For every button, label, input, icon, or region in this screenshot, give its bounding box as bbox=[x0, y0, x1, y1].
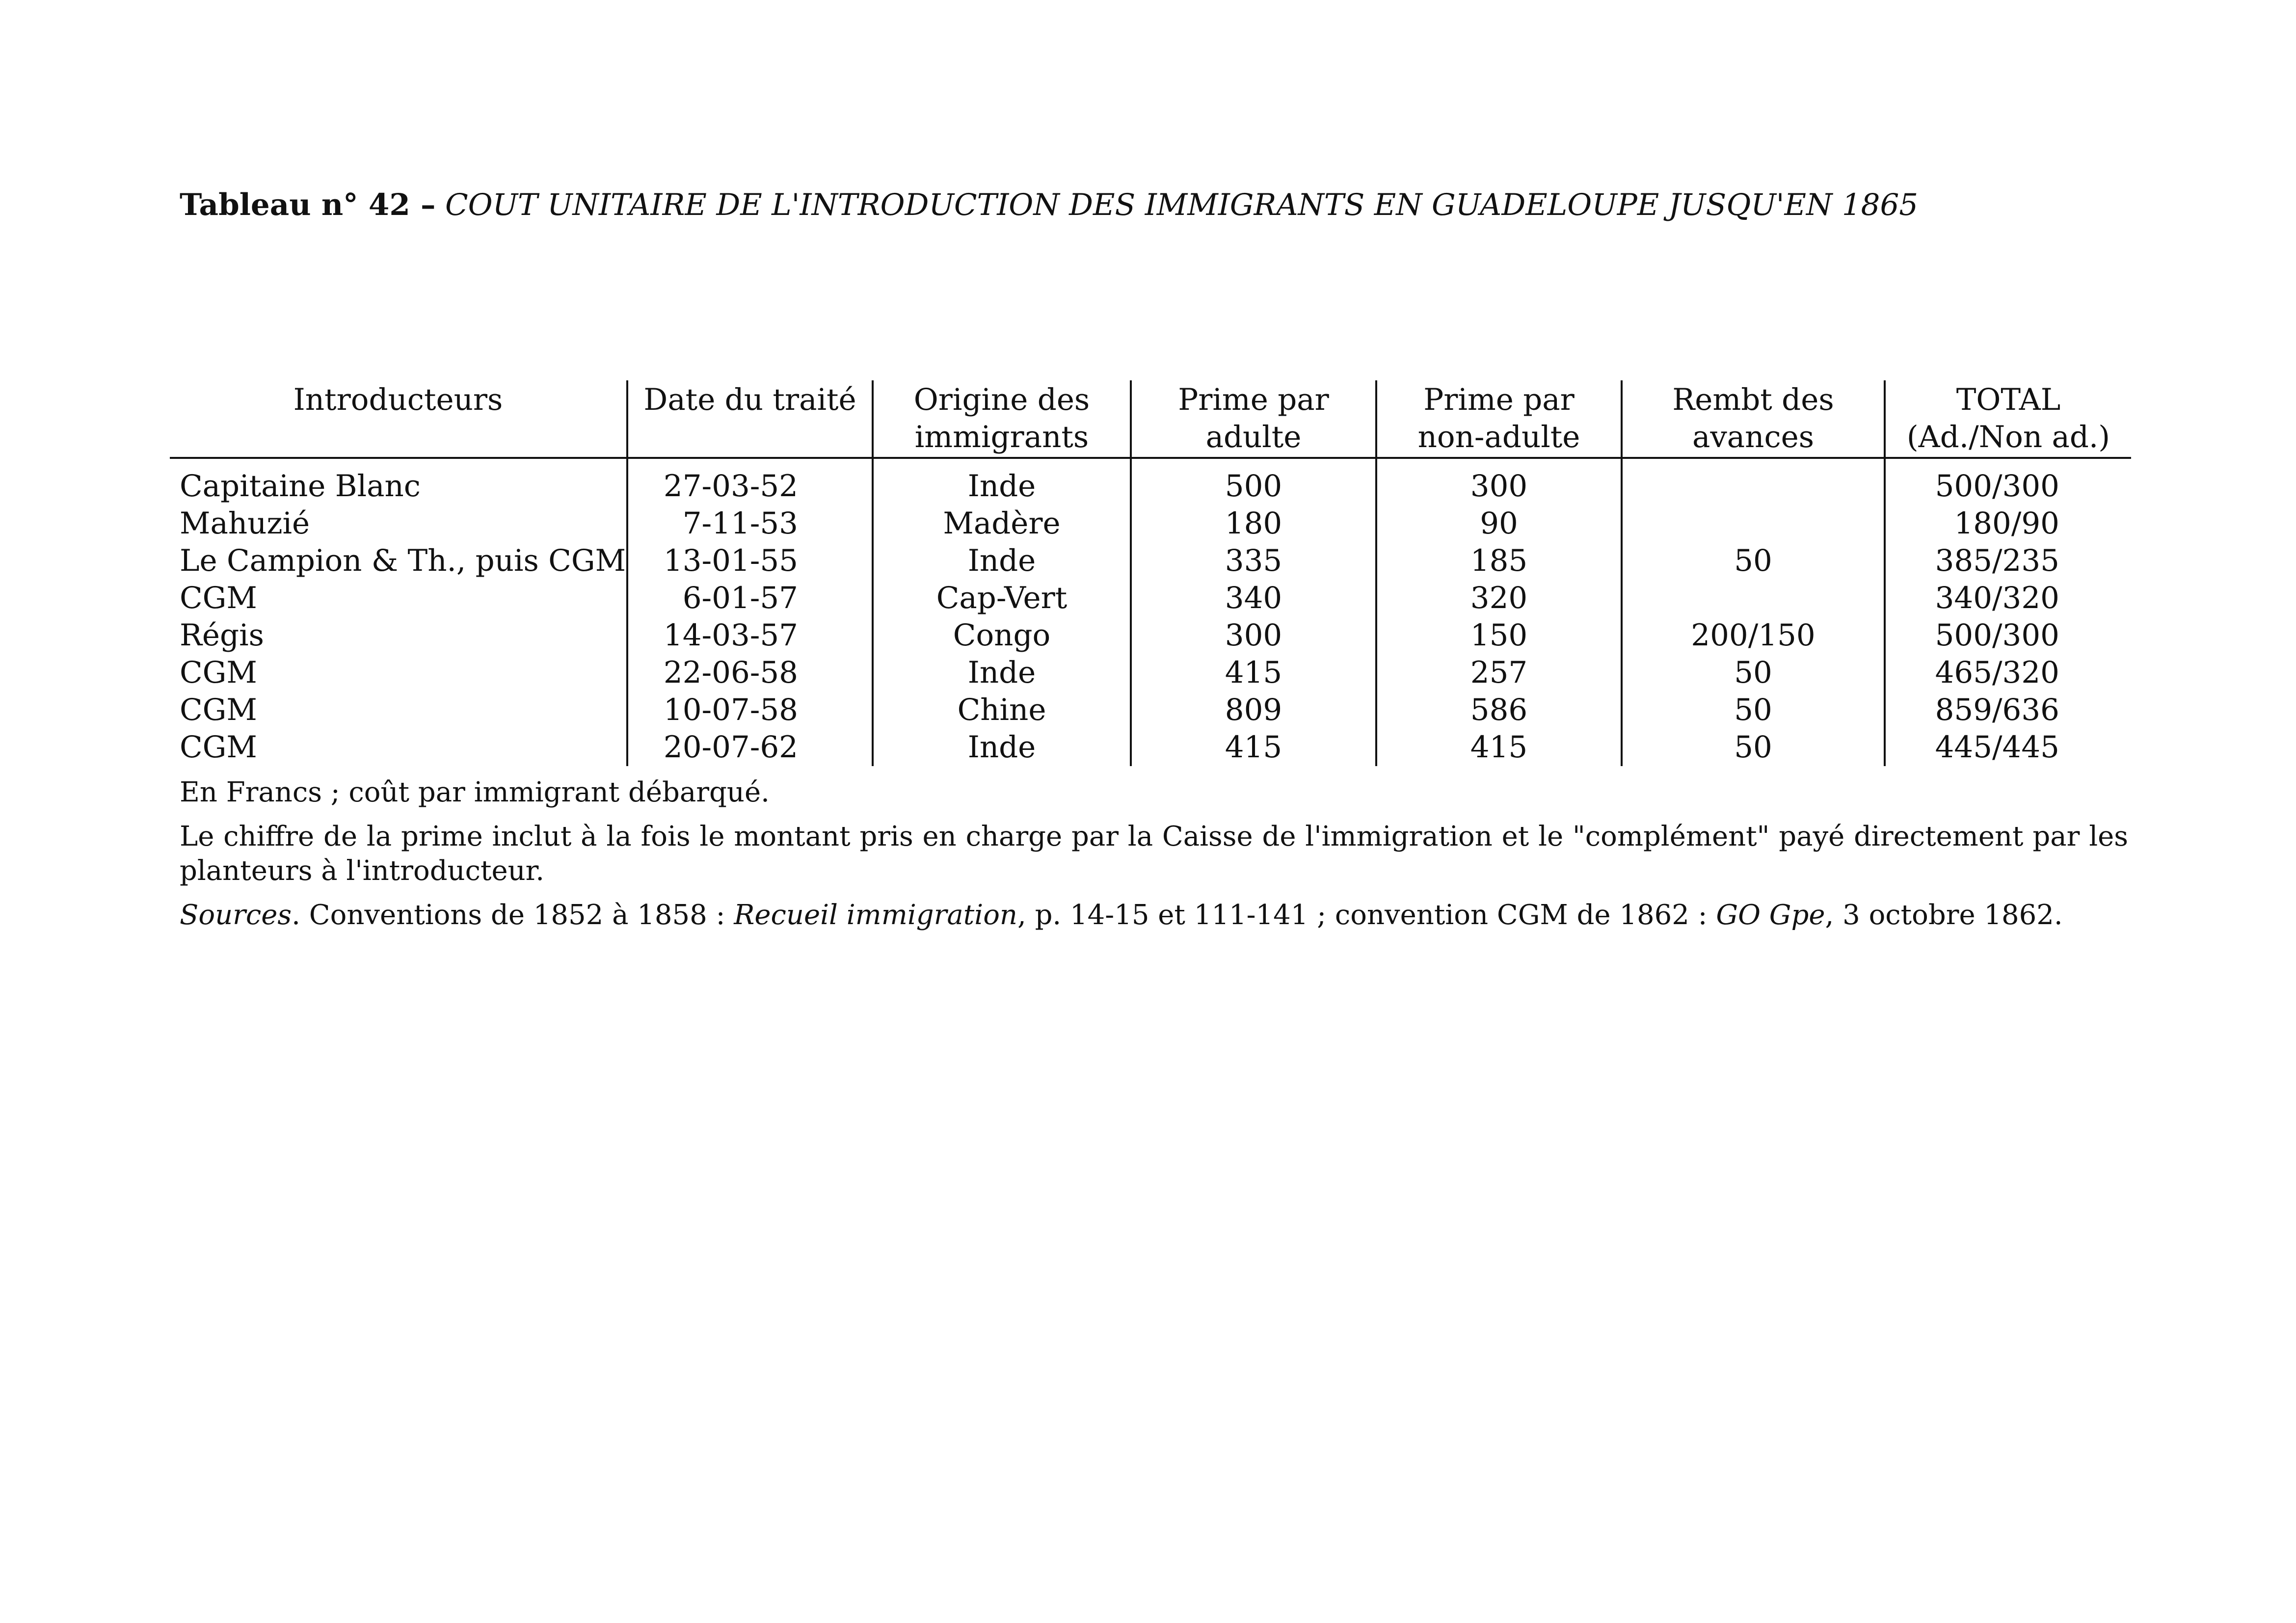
header-introducteurs: Introducteurs bbox=[170, 380, 627, 458]
cell-total: 500/300 bbox=[1935, 469, 2059, 504]
cell-total: 385/235 bbox=[1935, 543, 2059, 578]
cell-total: 180/90 bbox=[1954, 506, 2059, 541]
cell-prime-adulte: 415 bbox=[1131, 729, 1376, 766]
cell-prime-non-adulte: 257 bbox=[1376, 654, 1622, 692]
cell-origine: Madère bbox=[873, 505, 1131, 542]
cell-rembt bbox=[1622, 580, 1885, 617]
cell-rembt: 50 bbox=[1622, 729, 1885, 766]
cell-total: 500/300 bbox=[1935, 618, 2059, 653]
cell-introducteur: CGM bbox=[170, 729, 627, 766]
table-body bbox=[170, 458, 2131, 766]
cell-origine: Inde bbox=[873, 458, 1131, 505]
table-header bbox=[170, 380, 2131, 458]
table-row bbox=[170, 580, 2131, 617]
cell-prime-non-adulte: 185 bbox=[1376, 542, 1622, 580]
cell-prime-adulte: 180 bbox=[1131, 505, 1376, 542]
cell-rembt: 50 bbox=[1622, 692, 1885, 729]
cell-date: 10-07-58 bbox=[627, 692, 873, 729]
header-rembt: Rembt des avances bbox=[1622, 380, 1885, 458]
cell-prime-non-adulte: 150 bbox=[1376, 617, 1622, 654]
table-row bbox=[170, 617, 2131, 654]
header-prime-adulte: Prime par adulte bbox=[1131, 380, 1376, 458]
note-sources bbox=[180, 898, 2128, 932]
cell-date: 27-03-52 bbox=[627, 458, 873, 505]
cell-date: 22-06-58 bbox=[627, 654, 873, 692]
cell-prime-non-adulte: 90 bbox=[1376, 505, 1622, 542]
cell-rembt: 50 bbox=[1622, 542, 1885, 580]
table-notes bbox=[180, 775, 2128, 942]
cell-prime-non-adulte: 586 bbox=[1376, 692, 1622, 729]
sources-go-gpe: GO Gpe bbox=[1716, 899, 1825, 931]
table-row bbox=[170, 729, 2131, 766]
sources-recueil: Recueil immigration bbox=[734, 899, 1017, 931]
cell-origine: Cap-Vert bbox=[873, 580, 1131, 617]
cell-prime-adulte: 500 bbox=[1131, 458, 1376, 505]
cell-rembt bbox=[1622, 505, 1885, 542]
cell-total: 859/636 bbox=[1935, 692, 2059, 727]
cell-origine: Inde bbox=[873, 654, 1131, 692]
table-row bbox=[170, 542, 2131, 580]
header-total: TOTAL (Ad./Non ad.) bbox=[1885, 380, 2131, 458]
cell-origine: Chine bbox=[873, 692, 1131, 729]
cell-total: 340/320 bbox=[1935, 581, 2059, 615]
cell-total: 465/320 bbox=[1935, 655, 2059, 690]
cell-introducteur: CGM bbox=[170, 654, 627, 692]
cell-rembt bbox=[1622, 458, 1885, 505]
header-prime-non-adulte: Prime par non-adulte bbox=[1376, 380, 1622, 458]
sources-text-2: , p. 14-15 et 111-141 ; convention CGM de 1862 : bbox=[1017, 899, 1716, 931]
sources-label: Sources bbox=[180, 899, 292, 931]
cell-date: 13-01-55 bbox=[627, 542, 873, 580]
table-caption: COUT UNITAIRE DE L'INTRODUCTION DES IMMIGRANTS EN GUADELOUPE JUSQU'EN 1865 bbox=[445, 187, 1919, 222]
cell-prime-adulte: 300 bbox=[1131, 617, 1376, 654]
sources-text-1: . Conventions de 1852 à 1858 : bbox=[292, 899, 734, 931]
cell-prime-adulte: 415 bbox=[1131, 654, 1376, 692]
cell-date: 20-07-62 bbox=[627, 729, 873, 766]
cell-origine: Inde bbox=[873, 729, 1131, 766]
cell-introducteur: Le Campion & Th., puis CGM bbox=[170, 542, 627, 580]
cell-date: 7-11-53 bbox=[627, 505, 873, 542]
note-units: En Francs ; coût par immigrant débarqué. bbox=[180, 776, 770, 808]
table-row bbox=[170, 458, 2131, 505]
cell-introducteur: Mahuzié bbox=[170, 505, 627, 542]
cell-introducteur: CGM bbox=[170, 692, 627, 729]
cell-date: 14-03-57 bbox=[627, 617, 873, 654]
cell-rembt: 200/150 bbox=[1622, 617, 1885, 654]
immigration-cost-table bbox=[170, 380, 2131, 766]
header-row bbox=[170, 380, 2131, 458]
cell-origine: Inde bbox=[873, 542, 1131, 580]
table-row bbox=[170, 505, 2131, 542]
cell-introducteur: Régis bbox=[170, 617, 627, 654]
note-prime: Le chiffre de la prime inclut à la fois le montant pris en charge par la Caisse de l'immigration et le "complément" payé directement par les planteurs à l'introducteur. bbox=[180, 821, 2128, 887]
header-origine: Origine des immigrants bbox=[873, 380, 1131, 458]
sources-text-3: , 3 octobre 1862. bbox=[1825, 899, 2063, 931]
table-number: Tableau n° 42 – bbox=[180, 187, 436, 222]
cell-prime-adulte: 335 bbox=[1131, 542, 1376, 580]
cell-prime-non-adulte: 415 bbox=[1376, 729, 1622, 766]
cell-introducteur: Capitaine Blanc bbox=[170, 458, 627, 505]
cell-date: 6-01-57 bbox=[627, 580, 873, 617]
cell-prime-non-adulte: 300 bbox=[1376, 458, 1622, 505]
cell-introducteur: CGM bbox=[170, 580, 627, 617]
cell-prime-adulte: 809 bbox=[1131, 692, 1376, 729]
header-date: Date du traité bbox=[627, 380, 873, 458]
table-row bbox=[170, 654, 2131, 692]
table-row bbox=[170, 692, 2131, 729]
cell-origine: Congo bbox=[873, 617, 1131, 654]
table-title bbox=[180, 186, 1918, 225]
cell-prime-adulte: 340 bbox=[1131, 580, 1376, 617]
cell-rembt: 50 bbox=[1622, 654, 1885, 692]
cell-total: 445/445 bbox=[1935, 730, 2059, 765]
cell-prime-non-adulte: 320 bbox=[1376, 580, 1622, 617]
